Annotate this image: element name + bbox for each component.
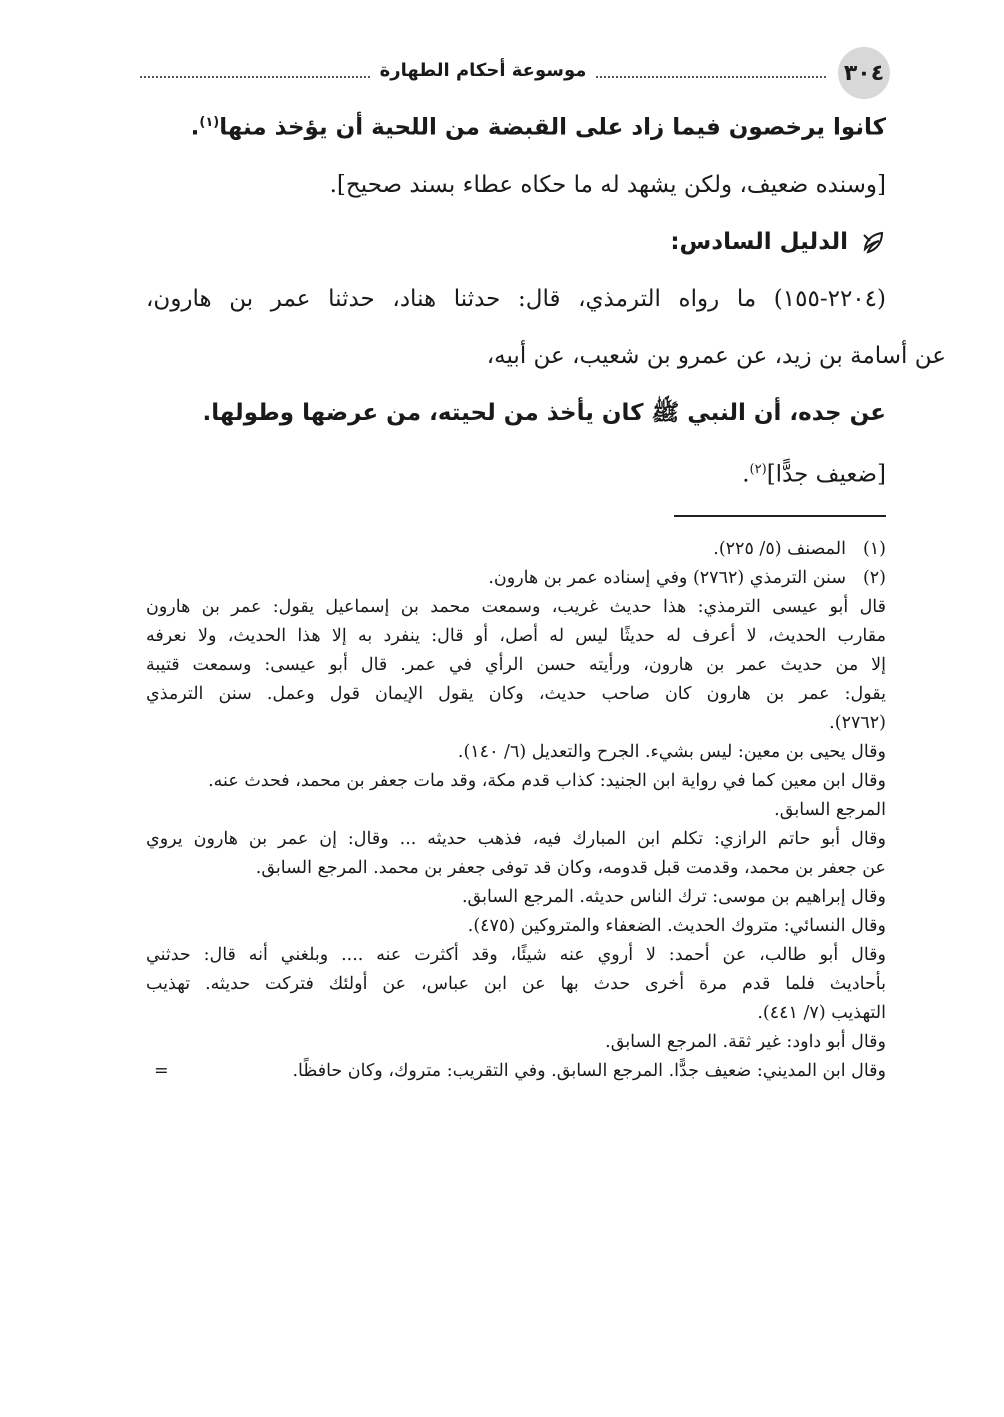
footnote-2-continued xyxy=(146,593,886,1086)
footnote-2 xyxy=(146,564,886,593)
text-line-1 xyxy=(146,108,886,143)
leaf-bullet-icon xyxy=(860,229,886,255)
title-dots-right xyxy=(596,76,826,78)
footnote-line: عن جعفر بن محمد، وقدمت قبل قدومه، وكان قد توفى جعفر بن محمد. المرجع السابق. xyxy=(255,858,886,878)
line-1-end: . xyxy=(190,114,200,141)
footnote-line: وقال يحيى بن معين: ليس بشيء. الجرح والتعديل (٦/ ١٤٠). xyxy=(457,742,886,762)
continuation-mark: = xyxy=(154,1061,169,1081)
title-dots-left xyxy=(140,76,370,78)
footnote-line: المرجع السابق. xyxy=(774,800,886,820)
footnote-2-body xyxy=(146,564,846,593)
footnote-line: وقال أبو داود: غير ثقة. المرجع السابق. xyxy=(605,1032,886,1052)
footnote-line: وقال ابن معين كما في رواية ابن الجنيد: كذاب قدم مكة، وقد مات جعفر بن محمد، فحدث عنه. xyxy=(208,771,886,791)
footnote-line: وقال أبو طالب، عن أحمد: لا أروي عنه شيئًا، وقد أكثرت عنه .... وبلغني أنه قال: حدثني xyxy=(146,945,886,965)
page-number: ٣٠٤ xyxy=(843,60,885,86)
text-line-6: عن جده، أن النبي ﷺ كان يأخذ من لحيته، من عرضها وطولها. xyxy=(202,399,886,426)
footnote-line: إلا من حديث عمر بن هارون، ورأيته حسن الرأي في عمر. قال أبو عيسى: وسمعت قتيبة xyxy=(146,655,886,675)
footnote-line: مقارب الحديث، لا أعرف له حديثًا ليس له أصل، أو قال: ينفرد به إلا هذا الحديث، ولا نعرفه xyxy=(146,626,886,646)
line-1-text: كانوا يرخصون فيما زاد على القبضة من اللحية أن يؤخذ منها xyxy=(219,114,886,141)
footnote-line: قال أبو عيسى الترمذي: هذا حديث غريب، وسمعت محمد بن إسماعيل يقول: عمر بن هارون xyxy=(146,597,886,617)
book-title: موسوعة أحكام الطهارة xyxy=(379,60,587,81)
footnote-line: وقال النسائي: متروك الحديث. الضعفاء والمتروكين (٤٧٥). xyxy=(467,916,886,936)
text-line-4: (٢٢٠٤-١٥٥) ما رواه الترمذي، قال: حدثنا هناد، حدثنا عمر بن هارون، xyxy=(146,285,886,312)
heading-text: الدليل السادس: xyxy=(670,228,848,255)
footnote-2-continued-body xyxy=(146,593,886,1086)
text-line-5: عن أسامة بن زيد، عن عمرو بن شعيب، عن أبيه، xyxy=(486,342,946,369)
footnote-line: بأحاديث فلما قدم مرة أخرى حدث بها عن ابن عباس، عن أولئك فتركت حديثه. تهذيب xyxy=(146,974,886,994)
text-line-7 xyxy=(146,455,886,490)
running-title xyxy=(140,60,826,81)
footnotes xyxy=(146,535,886,1086)
footnote-line: (٢٧٦٢). xyxy=(829,713,886,733)
footnote-2-number: (٢) xyxy=(862,568,886,588)
footnote-line: وقال أبو حاتم الرازي: تكلم ابن المبارك فيه، فذهب حديثه ... وقال: إن عمر بن هارون يروي xyxy=(146,829,886,849)
footnote-line: التهذيب (٧/ ٤٤١). xyxy=(757,1003,886,1023)
footnote-1 xyxy=(146,535,886,564)
footnote-ref-2: (٢) xyxy=(749,461,767,477)
footnote-line: يقول: عمر بن هارون كان صاحب حديث، وكان يقول الإيمان قول وعمل. سنن الترمذي xyxy=(146,684,886,704)
footnote-last-line xyxy=(146,1057,886,1086)
footnote-line: سنن الترمذي (٢٧٦٢) وفي إسناده عمر بن هارون. xyxy=(488,568,846,588)
page-header xyxy=(140,44,890,104)
footnote-line: وقال ابن المديني: ضعيف جدًّا. المرجع السابق. وفي التقريب: متروك، وكان حافظًا. xyxy=(292,1061,886,1081)
footnote-separator xyxy=(674,515,886,517)
footnote-ref-1: (١) xyxy=(199,115,220,130)
main-text xyxy=(146,108,946,516)
line-7-text: [ضعيف جدًّا] xyxy=(766,461,886,488)
footnote-1-number: (١) xyxy=(862,539,886,559)
text-line-2: [وسنده ضعيف، ولكن يشهد له ما حكاه عطاء بسند صحيح]. xyxy=(329,171,886,198)
line-7-end: . xyxy=(742,461,750,488)
footnote-line: وقال إبراهيم بن موسى: ترك الناس حديثه. المرجع السابق. xyxy=(461,887,886,907)
page-number-badge xyxy=(838,47,890,99)
footnote-1-text: المصنف (٥/ ٢٢٥). xyxy=(713,539,846,559)
section-heading xyxy=(146,227,886,257)
